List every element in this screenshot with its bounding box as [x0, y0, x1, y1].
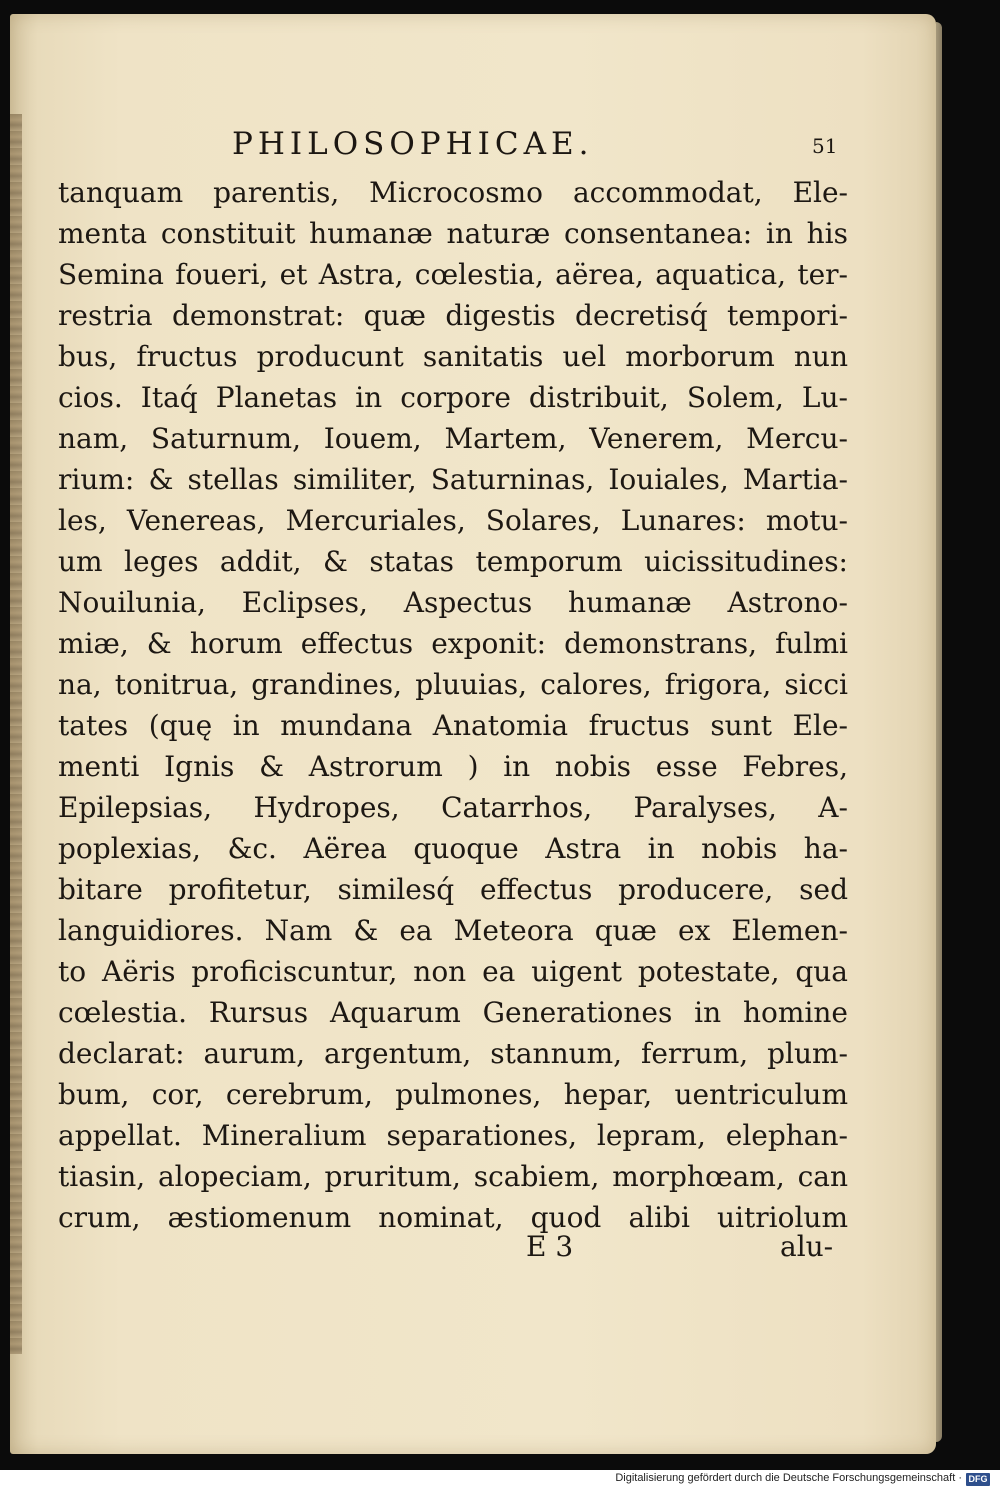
text-line: bus, fructus producunt sanitatis uel morborum nun	[58, 340, 848, 373]
text-line: um leges addit, & statas temporum uicissitudines:	[58, 545, 848, 578]
book-page	[10, 14, 936, 1454]
footer-bar	[0, 1470, 1000, 1490]
text-line: miæ, & horum effectus exponit: demonstrans, fulmi	[58, 627, 848, 660]
text-line: appellat. Mineralium separationes, lepram, elephan-	[58, 1119, 848, 1152]
text-line: poplexias, &c. Aërea quoque Astra in nobis ha-	[58, 832, 848, 865]
text-line: menta constituit humanæ naturæ consentanea: in his	[58, 217, 848, 250]
text-line: bum, cor, cerebrum, pulmones, hepar, uentriculum	[58, 1078, 848, 1111]
binding-gutter	[10, 114, 22, 1354]
signature-mark: E 3	[526, 1230, 574, 1263]
page-number: 51	[812, 134, 838, 158]
funding-credit: Digitalisierung gefördert durch die Deutsche Forschungsgemeinschaft ·	[615, 1472, 962, 1484]
text-line: rium: & stellas similiter, Saturninas, Iouiales, Martia-	[58, 463, 848, 496]
text-line: bitare profitetur, similesq́ effectus producere, sed	[58, 873, 848, 906]
text-line: tiasin, alopeciam, pruritum, scabiem, morphœam, can	[58, 1160, 848, 1193]
signature-line	[58, 1226, 848, 1270]
text-line: Epilepsias, Hydropes, Catarrhos, Paralyses, A-	[58, 791, 848, 824]
dfg-logo-icon[interactable]: DFG	[966, 1473, 990, 1486]
text-line: tanquam parentis, Microcosmo accommodat, Ele-	[58, 176, 848, 209]
text-line: cios. Itaq́ Planetas in corpore distribuit, Solem, Lu-	[58, 381, 848, 414]
body-text	[58, 172, 848, 1238]
text-line: declarat: aurum, argentum, stannum, ferrum, plum-	[58, 1037, 848, 1070]
text-line: restria demonstrat: quæ digestis decretisq́ tempori-	[58, 299, 848, 332]
page-edge	[936, 22, 942, 1442]
text-line: tates (quę in mundana Anatomia fructus sunt Ele-	[58, 709, 848, 742]
text-line: nam, Saturnum, Iouem, Martem, Venerem, Mercu-	[58, 422, 848, 455]
text-line: crum, æstiomenum nominat, quod alibi uitriolum	[58, 1201, 848, 1234]
text-line: languidiores. Nam & ea Meteora quæ ex Elemen-	[58, 914, 848, 947]
text-line: Semina foueri, et Astra, cœlestia, aërea, aquatica, ter-	[58, 258, 848, 291]
text-line: menti Ignis & Astrorum ) in nobis esse Febres,	[58, 750, 848, 783]
text-line: cœlestia. Rursus Aquarum Generationes in homine	[58, 996, 848, 1029]
text-line: na, tonitrua, grandines, pluuias, calores, frigora, sicci	[58, 668, 848, 701]
running-head: PHILOSOPHICAE.	[232, 126, 594, 162]
catchword: alu-	[780, 1230, 834, 1263]
text-line: to Aëris proficiscuntur, non ea uigent potestate, qua	[58, 955, 848, 988]
text-line: Nouilunia, Eclipses, Aspectus humanæ Astrono-	[58, 586, 848, 619]
text-line: les, Venereas, Mercuriales, Solares, Lunares: motu-	[58, 504, 848, 537]
